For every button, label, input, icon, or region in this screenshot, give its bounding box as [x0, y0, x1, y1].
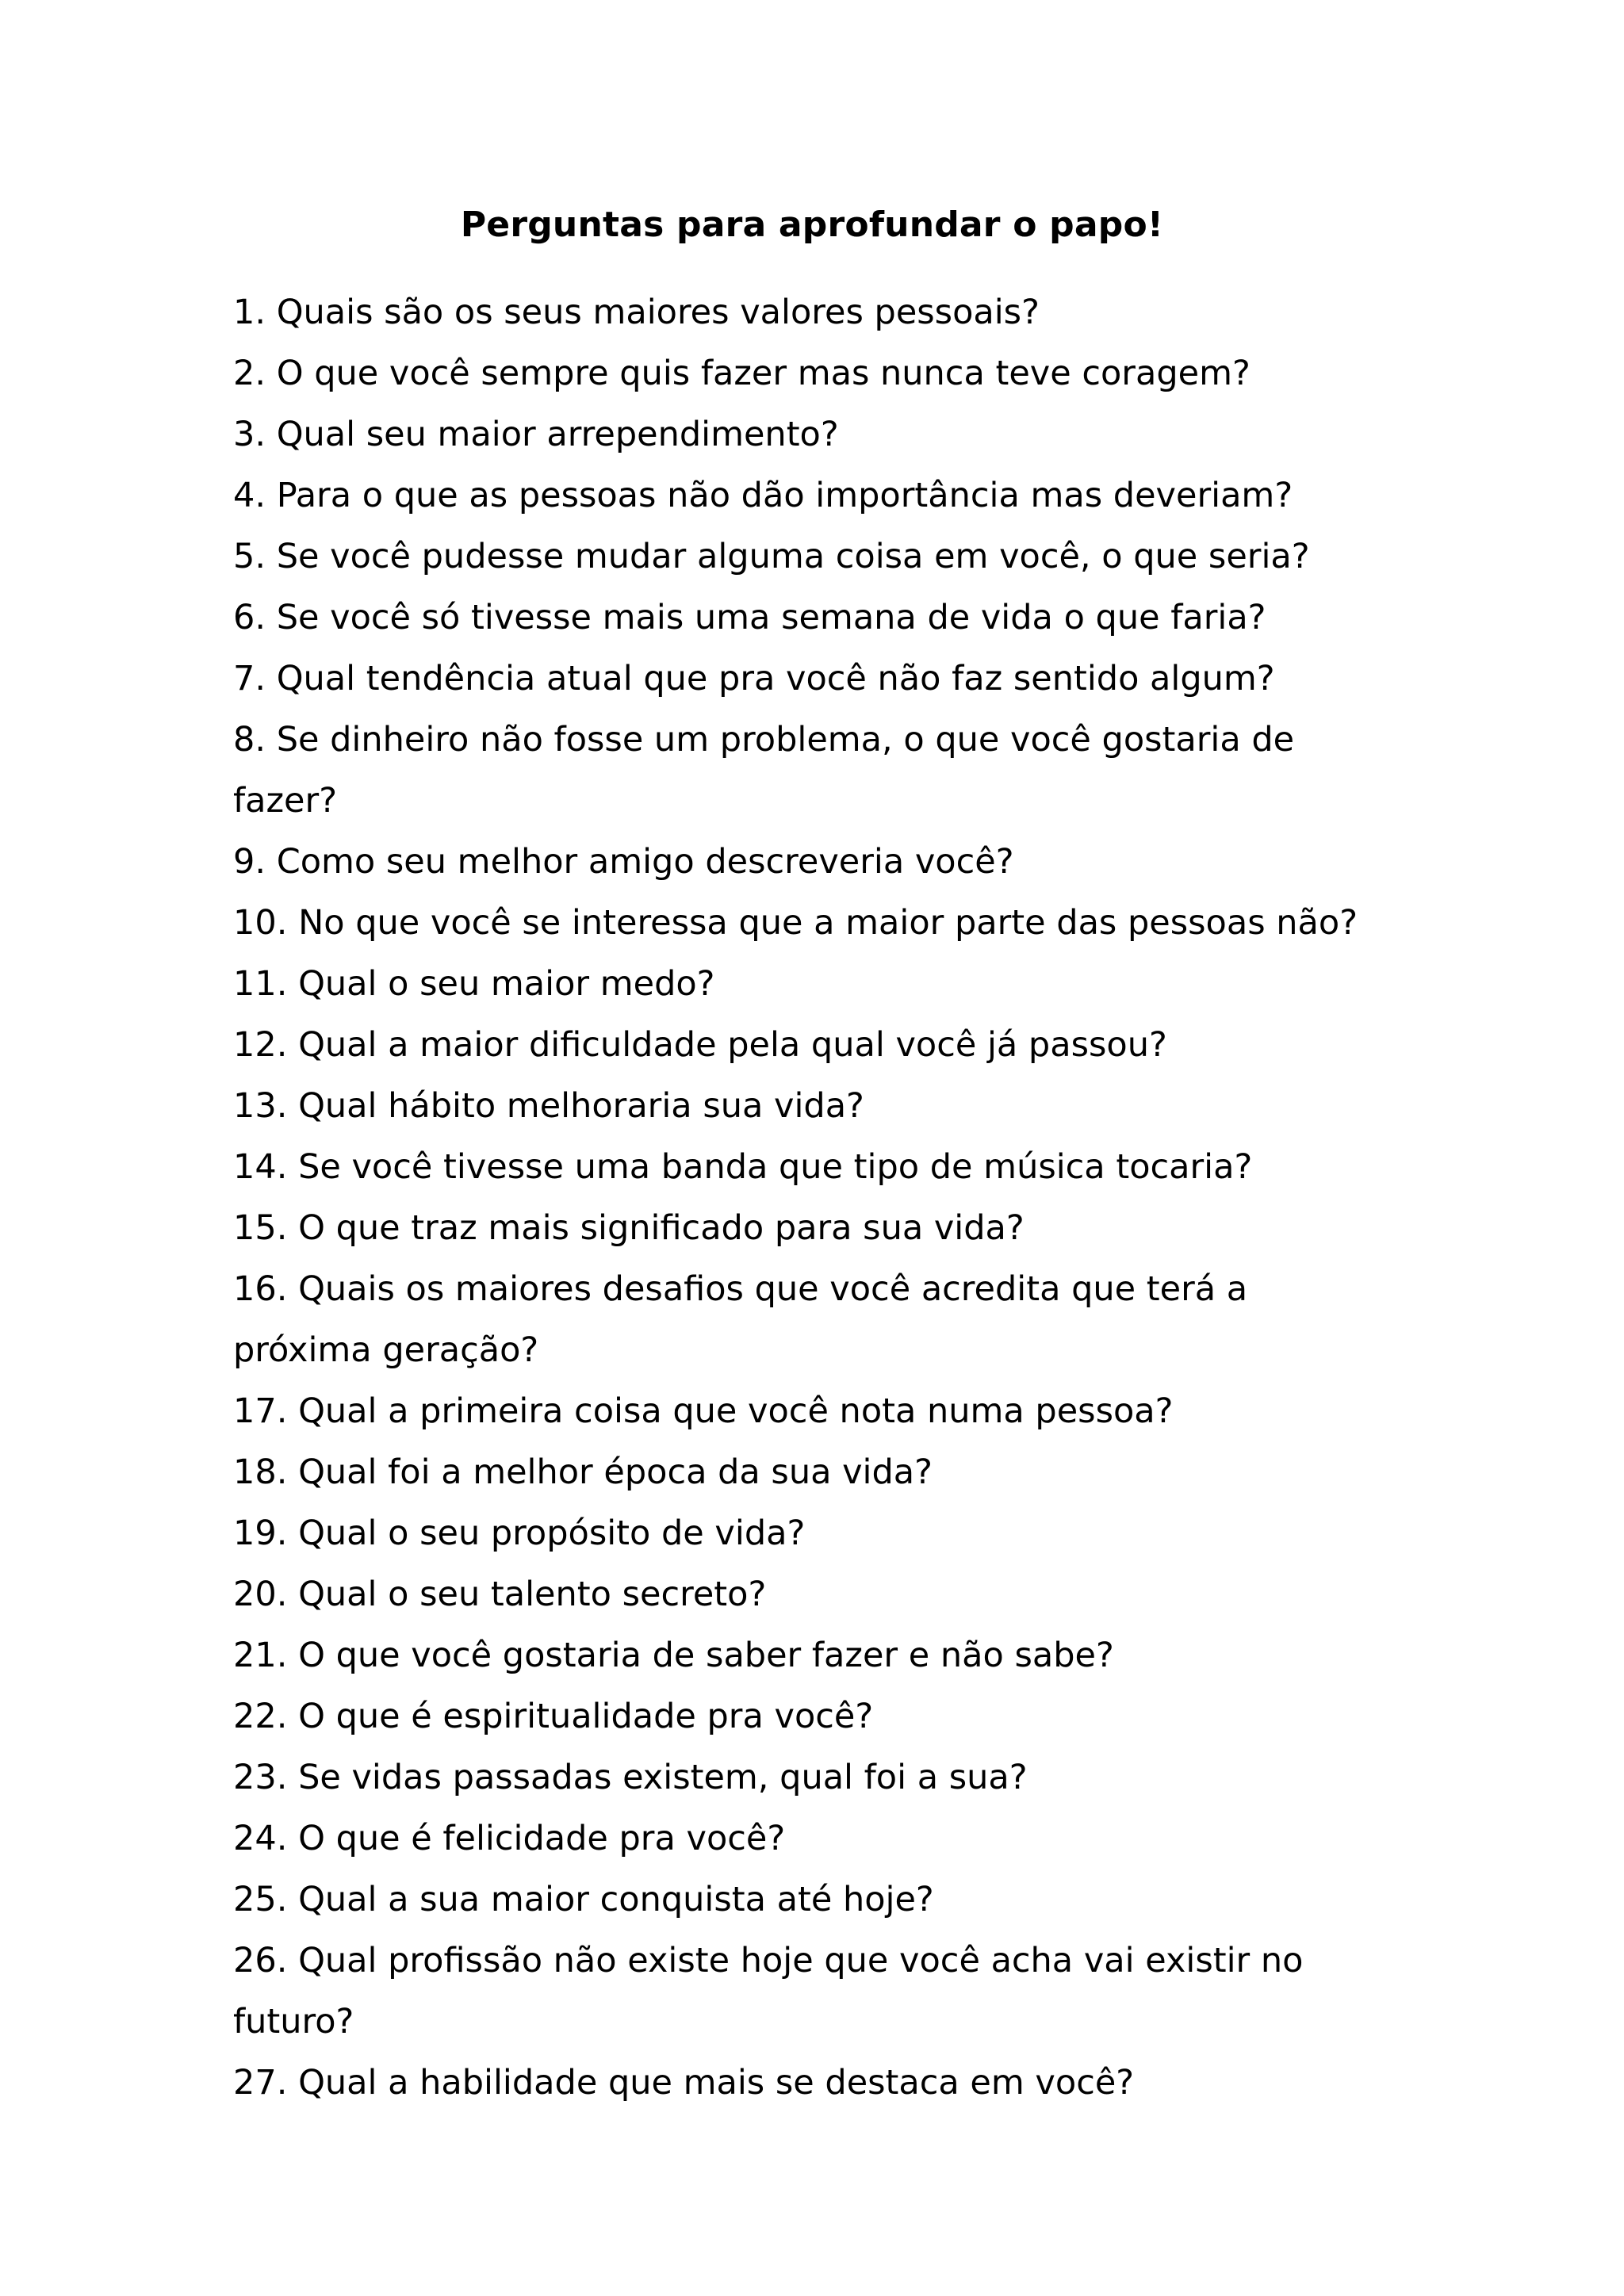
question-item: [233, 1259, 1407, 1381]
question-text-continuation: fazer?: [233, 781, 338, 821]
question-item: [233, 2053, 1407, 2114]
question-item: [233, 1076, 1407, 1137]
question-text: Quais são os seus maiores valores pessoais?: [276, 293, 1040, 332]
question-text: O que você sempre quis fazer mas nunca teve coragem?: [276, 354, 1251, 393]
question-text: Se você tivesse uma banda que tipo de música tocaria?: [298, 1147, 1253, 1187]
question-number: 7.: [233, 659, 266, 698]
question-text: Para o que as pessoas não dão importância mas deveriam?: [276, 476, 1293, 515]
question-number: 13.: [233, 1086, 288, 1126]
question-number: 17.: [233, 1391, 288, 1431]
question-text: Se vidas passadas existem, qual foi a sua?: [298, 1758, 1028, 1797]
question-text: Se você pudesse mudar alguma coisa em você, o que seria?: [276, 537, 1310, 576]
question-number: 15.: [233, 1208, 288, 1248]
question-item: [233, 1686, 1407, 1747]
question-number: 8.: [233, 720, 266, 760]
question-text: O que traz mais significado para sua vida?: [298, 1208, 1025, 1248]
question-text: Qual a maior dificuldade pela qual você já passou?: [298, 1025, 1167, 1065]
question-item: [233, 1015, 1407, 1076]
question-item: [233, 1931, 1407, 2053]
question-number: 25.: [233, 1880, 288, 1919]
question-number: 10.: [233, 903, 288, 943]
question-text: Quais os maiores desafios que você acredita que terá a: [298, 1269, 1248, 1309]
question-number: 16.: [233, 1269, 288, 1309]
question-text: Qual foi a melhor época da sua vida?: [298, 1452, 933, 1492]
question-item: [233, 954, 1407, 1015]
question-text: Qual o seu talento secreto?: [298, 1575, 767, 1614]
question-text: Como seu melhor amigo descreveria você?: [276, 842, 1014, 882]
question-item: [233, 343, 1407, 404]
document-title: Perguntas para aprofundar o papo!: [460, 205, 1164, 245]
question-text: O que é espiritualidade pra você?: [298, 1697, 874, 1736]
question-number: 9.: [233, 842, 266, 882]
question-item: [233, 1503, 1407, 1564]
question-text: Qual hábito melhoraria sua vida?: [298, 1086, 864, 1126]
question-item: [233, 282, 1407, 343]
question-item: [233, 587, 1407, 649]
question-item: [233, 1625, 1407, 1686]
question-text: No que você se interessa que a maior parte das pessoas não?: [298, 903, 1358, 943]
question-number: 6.: [233, 598, 266, 637]
question-number: 1.: [233, 293, 266, 332]
question-text: Se dinheiro não fosse um problema, o que você gostaria de: [276, 720, 1295, 760]
question-number: 22.: [233, 1697, 288, 1736]
question-text: O que é felicidade pra você?: [298, 1819, 786, 1858]
question-item: [233, 893, 1407, 954]
question-item: [233, 526, 1407, 587]
question-text-continuation: futuro?: [233, 2002, 354, 2042]
question-item: [233, 1381, 1407, 1442]
question-item: [233, 1808, 1407, 1869]
question-item: [233, 465, 1407, 526]
question-text: Qual o seu maior medo?: [298, 964, 715, 1004]
question-text-continuation: próxima geração?: [233, 1330, 539, 1370]
question-number: 4.: [233, 476, 266, 515]
question-number: 26.: [233, 1941, 288, 1980]
question-text: O que você gostaria de saber fazer e não sabe?: [298, 1636, 1114, 1675]
question-text: Qual a primeira coisa que você nota numa pessoa?: [298, 1391, 1174, 1431]
question-text: Qual seu maior arrependimento?: [276, 415, 839, 454]
question-list: [233, 282, 1407, 2114]
question-item: [233, 832, 1407, 893]
question-number: 23.: [233, 1758, 288, 1797]
question-item: [233, 649, 1407, 710]
question-number: 24.: [233, 1819, 288, 1858]
question-number: 2.: [233, 354, 266, 393]
question-number: 20.: [233, 1575, 288, 1614]
question-number: 27.: [233, 2063, 288, 2103]
question-number: 18.: [233, 1452, 288, 1492]
question-item: [233, 1747, 1407, 1808]
question-item: [233, 1137, 1407, 1198]
question-text: Qual o seu propósito de vida?: [298, 1513, 806, 1553]
question-number: 5.: [233, 537, 266, 576]
question-number: 3.: [233, 415, 266, 454]
question-text: Qual profissão não existe hoje que você acha vai existir no: [298, 1941, 1304, 1980]
question-item: [233, 1442, 1407, 1503]
question-text: Se você só tivesse mais uma semana de vida o que faria?: [276, 598, 1266, 637]
question-item: [233, 710, 1407, 832]
question-number: 12.: [233, 1025, 288, 1065]
question-number: 11.: [233, 964, 288, 1004]
question-number: 19.: [233, 1513, 288, 1553]
question-item: [233, 1564, 1407, 1625]
question-item: [233, 1869, 1407, 1931]
question-number: 14.: [233, 1147, 288, 1187]
question-text: Qual a habilidade que mais se destaca em você?: [298, 2063, 1135, 2103]
question-text: Qual a sua maior conquista até hoje?: [298, 1880, 934, 1919]
question-text: Qual tendência atual que pra você não faz sentido algum?: [276, 659, 1275, 698]
question-item: [233, 404, 1407, 465]
question-number: 21.: [233, 1636, 288, 1675]
question-item: [233, 1198, 1407, 1259]
